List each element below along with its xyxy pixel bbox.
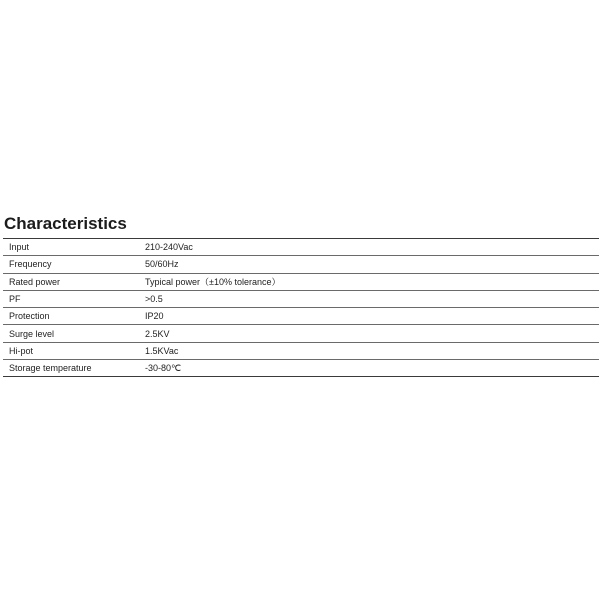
row-value: -30-80℃ [145,362,182,373]
row-label: Surge level [9,328,55,339]
row-label: Storage temperature [9,363,92,374]
table-row-surge-level [3,325,599,342]
row-value: >0.5 [145,294,163,305]
row-value: 2.5KV [145,328,170,339]
table-row-hi-pot [3,343,599,360]
table-row-input [3,239,599,256]
row-label: Protection [9,311,50,322]
table-row-frequency [3,256,599,273]
table-row-protection [3,308,599,325]
row-label: PF [9,294,21,305]
characteristics-section [3,214,599,374]
row-value: 1.5KVac [145,345,179,356]
table-row-rated-power [3,274,599,291]
row-label: Hi-pot [9,345,34,356]
row-value: IP20 [145,311,164,322]
table-row-pf [3,291,599,308]
table-row-storage-temperature [3,360,599,377]
row-label: Rated power [9,276,61,287]
characteristics-table [3,238,599,377]
row-label: Input [9,242,30,253]
row-value: Typical power（±10% tolerance） [145,277,281,288]
row-label: Frequency [9,259,52,270]
row-value: 210-240Vac [145,242,193,253]
row-value: 50/60Hz [145,259,179,270]
section-title: Characteristics [4,214,127,233]
